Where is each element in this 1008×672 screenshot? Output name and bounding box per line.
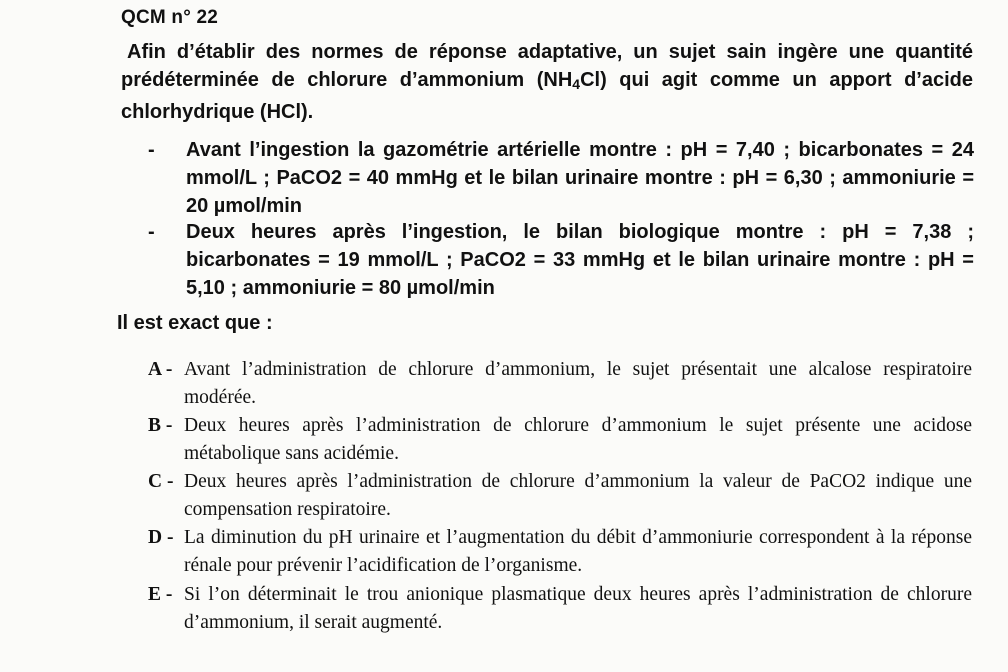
answer-letter: D -	[148, 527, 174, 548]
answer-letter: E -	[148, 584, 173, 605]
intro-text-part1: Afin d’établir des normes de réponse adaptative, un sujet sain ingère une quantité prédéterminée de chlorure d’ammonium (NH	[121, 41, 973, 91]
list-dash: -	[148, 221, 155, 243]
intro-paragraph	[121, 38, 973, 126]
answer-b	[148, 412, 972, 468]
measurement-text: Deux heures après l’ingestion, le bilan biologique montre : pH = 7,38 ; bicarbonates = 19 mmol/L ; PaCO2 = 33 mmHg et le bilan urinaire montre : pH = 5,10 ; ammoniurie = 80 µmol/min	[186, 221, 974, 299]
answer-a	[148, 356, 972, 412]
intro-subscript: 4	[572, 76, 581, 92]
answer-d	[148, 524, 972, 580]
answer-text: La diminution du pH urinaire et l’augmentation du débit d’ammoniurie correspondent à la réponse rénale pour prévenir l’acidification de l’organisme.	[184, 527, 972, 576]
answer-letter: A -	[148, 359, 173, 380]
answer-c	[148, 468, 972, 524]
answer-text: Avant l’administration de chlorure d’ammonium, le sujet présentait une alcalose respiratoire modérée.	[184, 359, 972, 408]
measurement-text: Avant l’ingestion la gazométrie artérielle montre : pH = 7,40 ; bicarbonates = 24 mmol/L ; PaCO2 = 40 mmHg et le bilan urinaire montre : pH = 6,30 ; ammoniurie = 20 µmol/min	[186, 139, 974, 217]
answer-text: Deux heures après l’administration de chlorure d’ammonium le sujet présente une acidose métabolique sans acidémie.	[184, 415, 972, 464]
question-prompt: Il est exact que :	[117, 312, 273, 334]
measurement-after	[148, 218, 974, 302]
intro-text-part2: Cl) qui agit comme un apport d’acide chlorhydrique (HCl).	[121, 69, 973, 123]
answer-text: Deux heures après l’administration de chlorure d’ammonium la valeur de PaCO2 indique une compensation respiratoire.	[184, 471, 972, 520]
answer-text: Si l’on déterminait le trou anionique plasmatique deux heures après l’administration de chlorure d’ammonium, il serait augmenté.	[184, 584, 972, 633]
answer-letter: C -	[148, 471, 174, 492]
list-dash: -	[148, 139, 155, 161]
answer-letter: B -	[148, 415, 173, 436]
qcm-number: QCM n° 22	[121, 7, 219, 28]
measurement-before	[148, 136, 974, 220]
answer-e	[148, 581, 972, 637]
